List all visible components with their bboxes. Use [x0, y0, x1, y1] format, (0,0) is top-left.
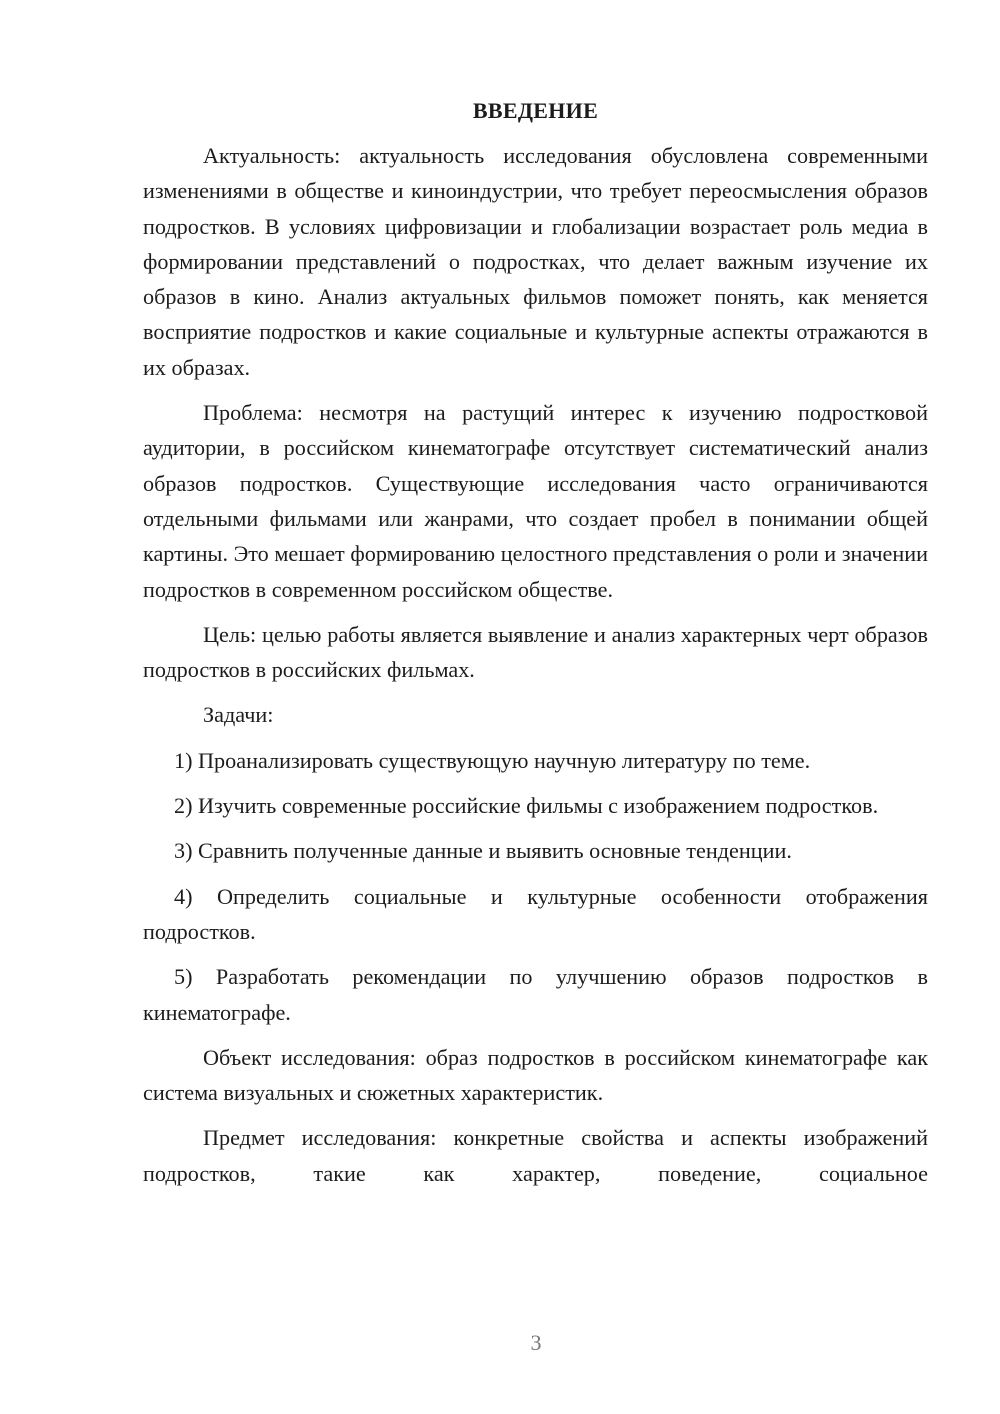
paragraph-problem: Проблема: несмотря на растущий интерес к изучению подростковой аудитории, в российском кинематографе отсутствует систематический анализ образов подростков. Существующие исследования часто ограничиваются отдельными фильмами или жанрами, что создает пробел в понимании общей картины. Это мешает формированию целостного представления о роли и значении подростков в современном российском обществе.: [143, 400, 928, 602]
section-heading: ВВЕДЕНИЕ: [472, 98, 599, 123]
task-item-4: 4) Определить социальные и культурные особенности отображения подростков.: [143, 883, 928, 944]
paragraph-goal: Цель: целью работы является выявление и анализ характерных черт образов подростков в российских фильмах.: [143, 621, 928, 683]
paragraph-object: Объект исследования: образ подростков в российском кинематографе как система визуальных и сюжетных характеристик.: [143, 1044, 928, 1106]
task-item-5: 5) Разработать рекомендации по улучшению образов подростков в кинематографе.: [143, 964, 928, 1025]
tasks-label: Задачи:: [203, 702, 274, 728]
task-item-1: 1) Проанализировать существующую научную литературу по теме.: [174, 747, 811, 773]
page-number: 3: [530, 1330, 542, 1355]
paragraph-relevance: Актуальность: актуальность исследования обусловлена современными изменениями в обществе и киноиндустрии, что требует переосмысления образов подростков. В условиях цифровизации и глобализации возрастает роль медиа в формировании представлений о подростках, что делает важным изучение их образов в кино. Анализ актуальных фильмов поможет понять, как меняется восприятие подростков и какие социальные и культурные аспекты отражаются в их образах.: [143, 143, 928, 380]
paragraph-subject: Предмет исследования: конкретные свойства и аспекты изображений подростков, такие как характер, поведение, социальное: [143, 1125, 928, 1186]
task-item-2: 2) Изучить современные российские фильмы с изображением подростков.: [174, 793, 879, 819]
document-page: [143, 96, 928, 1201]
task-item-3: 3) Сравнить полученные данные и выявить основные тенденции.: [174, 838, 792, 864]
